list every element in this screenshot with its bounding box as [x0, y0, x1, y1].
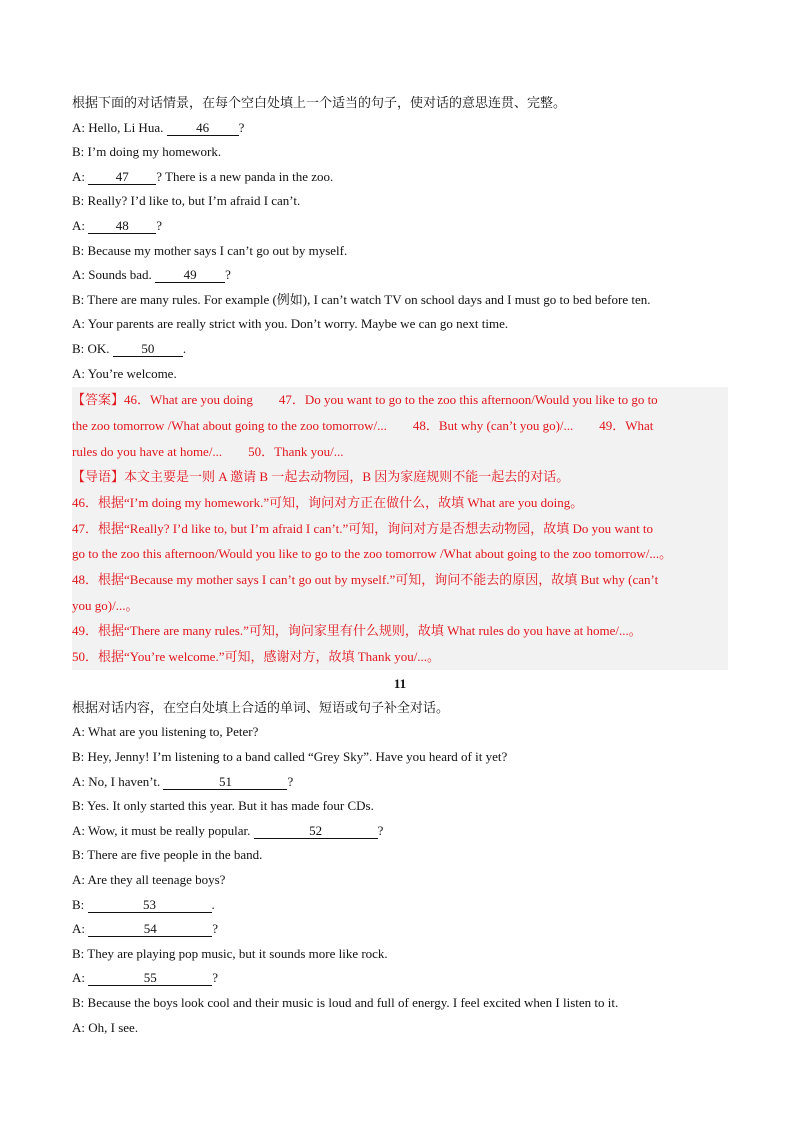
dialogue-line: A: 48 ?: [72, 217, 163, 233]
section1-instruction: 根据下面的对话情景，在每个空白处填上一个适当的句子，使对话的意思连贯、完整。: [72, 95, 567, 110]
dialogue-line: A: 47 ? There is a new panda in the zoo.: [72, 168, 334, 184]
document-page: [72, 91, 728, 1040]
dialogue-line: A: Wow, it must be really popular. 52 ?: [72, 822, 384, 838]
explanation-line: you go)/...。: [72, 597, 139, 613]
explanation-line: go to the zoo this afternoon/Would you like to go to the zoo tomorrow /What about going to the zoo tomorrow/...。: [72, 546, 673, 562]
dialogue-line: B: There are many rules. For example (例如), I can’t watch TV on school days and I must go to bed before ten.: [72, 291, 651, 307]
answer-line: the zoo tomorrow /What about going to the zoo tomorrow/... 48．But why (can’t you go)/... 49．What: [72, 417, 654, 433]
question-number: 11: [393, 675, 407, 691]
blank-55: 55: [88, 971, 212, 986]
dialogue-line: B: Because my mother says I can’t go out by myself.: [72, 242, 348, 258]
dialogue-line: B: Because the boys look cool and their music is loud and full of energy. I feel excited when I listen to it.: [72, 994, 619, 1010]
dialogue-line: B: There are five people in the band.: [72, 847, 263, 863]
dialogue-line: A: Are they all teenage boys?: [72, 872, 226, 888]
explanation-line: 49．根据“There are many rules.”可知，询问家里有什么规则，故填 What rules do you have at home/...。: [72, 623, 642, 639]
dialogue-line: A: 54 ?: [72, 921, 219, 937]
dialogue-line: B: I’m doing my homework.: [72, 144, 222, 160]
blank-47: 47: [88, 170, 156, 185]
explanation-line: 50．根据“You’re welcome.”可知，感谢对方，故填 Thank you/...。: [72, 649, 441, 665]
answer-line: rules do you have at home/... 50．Thank you/...: [72, 443, 344, 459]
dialogue-line: A: Oh, I see.: [72, 1019, 139, 1035]
dialogue-line: A: Your parents are really strict with you. Don’t worry. Maybe we can go next time.: [72, 316, 509, 332]
explanation-line: 【导语】本文主要是一则 A 邀请 B 一起去动物园，B 因为家庭规则不能一起去的对话。: [72, 469, 570, 485]
explanation-line: 48．根据“Because my mother says I can’t go out by myself.”可知，询问不能去的原因，故填 But why (can’t: [72, 572, 659, 588]
blank-52: 52: [254, 824, 378, 839]
answer-explanation-block: [72, 387, 728, 670]
explanation-line: 46．根据“I’m doing my homework.”可知，询问对方正在做什么，故填 What are you doing。: [72, 494, 584, 510]
dialogue-line: B: Really? I’d like to, but I’m afraid I can’t.: [72, 193, 301, 209]
blank-46: 46: [167, 121, 239, 136]
blank-51: 51: [163, 775, 287, 790]
dialogue-line: A: No, I haven’t. 51 ?: [72, 773, 294, 789]
dialogue-line: A: Hello, Li Hua. 46 ?: [72, 119, 245, 135]
blank-54: 54: [88, 922, 212, 937]
dialogue-line: B: They are playing pop music, but it sounds more like rock.: [72, 945, 388, 961]
dialogue-line: A: What are you listening to, Peter?: [72, 724, 259, 740]
dialogue-line: B: OK. 50 .: [72, 340, 187, 356]
blank-48: 48: [88, 219, 156, 234]
answer-line: 【答案】46．What are you doing 47．Do you want to go to the zoo this afternoon/Would you like to go to: [72, 392, 658, 408]
dialogue-line: A: You’re welcome.: [72, 365, 177, 381]
dialogue-line: B: 53 .: [72, 896, 215, 912]
dialogue-line: B: Hey, Jenny! I’m listening to a band called “Grey Sky”. Have you heard of it yet?: [72, 749, 508, 765]
blank-53: 53: [88, 898, 212, 913]
section2-instruction: 根据对话内容，在空白处填上合适的单词、短语或句子补全对话。: [72, 699, 450, 715]
dialogue-line: B: Yes. It only started this year. But it has made four CDs.: [72, 798, 374, 814]
explanation-line: 47．根据“Really? I’d like to, but I’m afraid I can’t.”可知，询问对方是否想去动物园，故填 Do you want to: [72, 520, 654, 536]
dialogue-line: A: Sounds bad. 49 ?: [72, 267, 231, 283]
blank-49: 49: [155, 268, 225, 283]
blank-50: 50: [113, 342, 183, 357]
dialogue-line: A: 55 ?: [72, 970, 219, 986]
